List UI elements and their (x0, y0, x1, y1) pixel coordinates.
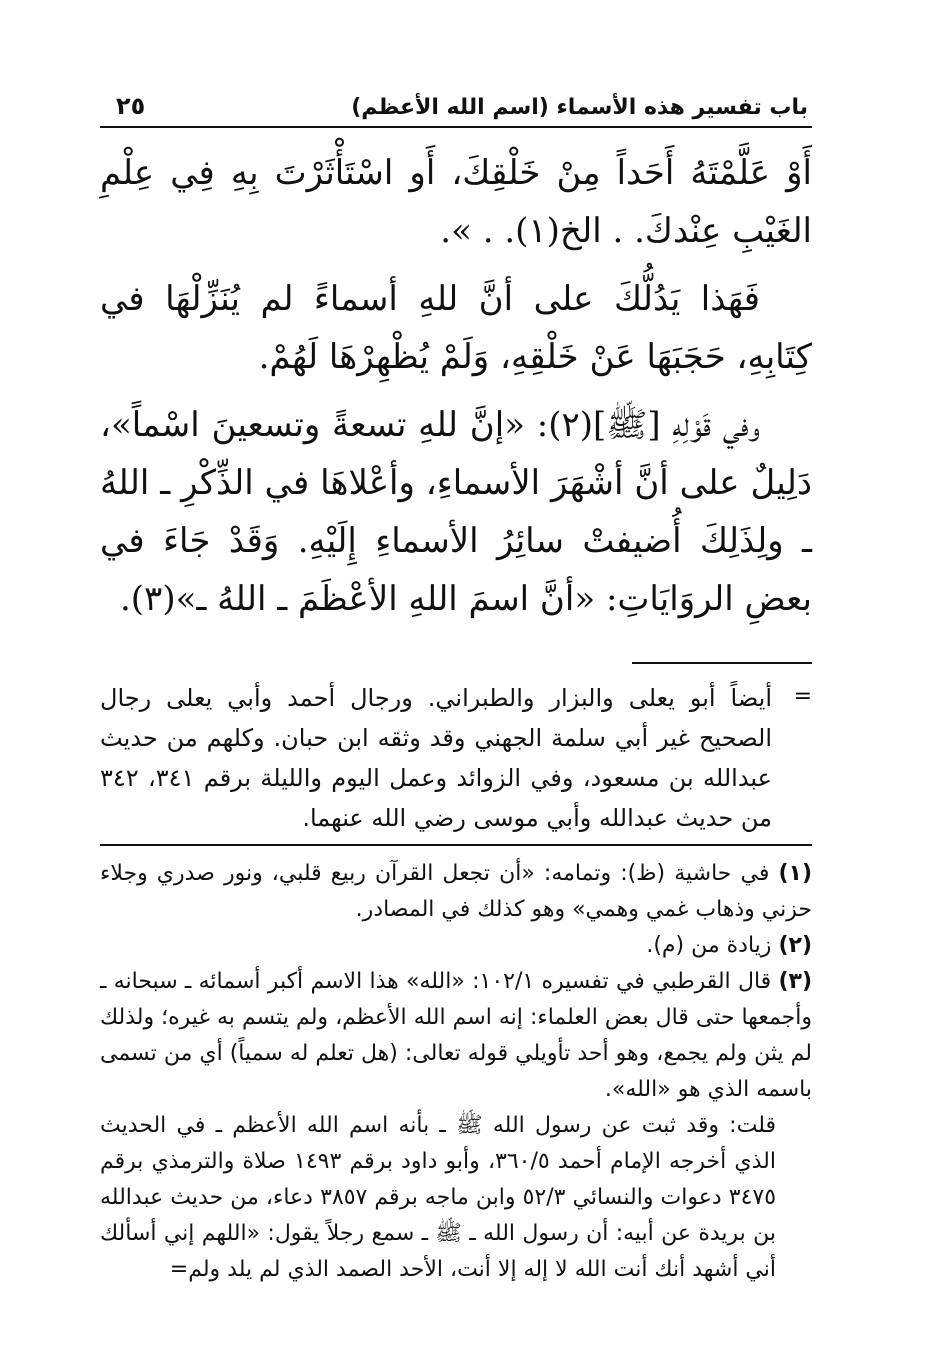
footnote-3 (100, 964, 812, 1108)
footnote-number: (٢) (778, 933, 812, 958)
footnote-text: زيادة من (م). (646, 933, 772, 958)
footnote-3-continuation: قلت: وقد ثبت عن رسول الله ﷺ ـ بأنه اسم الله الأعظم ـ في الحديث الذي أخرجه الإمام أحمد ٣٦٠/٥، وأبو داود برقم ١٤٩٣ صلاة والترمذي برقم ٣٤٧٥ دعوات والنسائي ٥٢/٣ وابن ماجه برقم ٣٨٥٧ دعاء، من حديث عبدالله بن بريدة عن أبيه: أن رسول الله ـ ﷺ ـ سمع رجلاً يقول: «اللهم إني أسألك أني أشهد أنك أنت الله لا إله إلا أنت، الأحد الصمد الذي لم يلد ولم= (100, 1113, 777, 1282)
footnote-continuation (100, 678, 812, 838)
paragraph-1: أَوْ عَلَّمْتَهُ أَحَداً مِنْ خَلْقِكَ، أَو اسْتَأْثَرْتَ بِهِ فِي عِلْمِ الغَيْبِ عِنْدكَ. . الخ(١). . ». (100, 153, 812, 251)
paragraph-2: فَهَذا يَدُلُّكَ على أنَّ للهِ أسماءً لم يُنَزِّلْهَا في كِتَابِهِ، حَجَبَهَا عَنْ خَلْقِهِ، وَلَمْ يُظْهِرْهَا لَهُمْ. (100, 279, 812, 377)
footnote-2 (100, 928, 812, 964)
chapter-title: باب تفسير هذه الأسماء (اسم الله الأعظم) (351, 95, 808, 120)
footnote-divider (100, 844, 812, 846)
book-page (100, 84, 812, 1288)
footnotes (100, 856, 812, 1288)
paragraph-3: وفي قَوْلِهِ [ﷺ](٢): «إنَّ للهِ تسعةً وتسعينَ اسْماً»، دَلِيلٌ على أنَّ أشْهَرَ الأسماءِ، وأعْلاهَا في الذِّكْرِ ـ اللهُ ـ ولِذَلِكَ أُضيفتْ سائِرُ الأسماءِ إِلَيْهِ. وَقَدْ جَاءَ في بعضِ الروَايَاتِ: «أنَّ اسمَ اللهِ الأعْظَمَ ـ اللهُ ـ»(٣). (100, 405, 812, 619)
running-header (100, 84, 812, 128)
footnote-1 (100, 856, 812, 928)
continuation-mark: = (793, 684, 812, 709)
footnote-text: في حاشية (ظ): وتمامه: «أن تجعل القرآن ربيع قلبي، ونور صدري وجلاء حزني وذهاب غمي وهمي» وهو كذلك في المصادر. (100, 861, 812, 922)
footnote-number: (٣) (778, 969, 813, 994)
continuation-text: أيضاً أبو يعلى والبزار والطبراني. ورجال أحمد وأبي يعلى رجال الصحيح غير أبي سلمة الجهني وقد وثقه ابن حبان. وكلهم من حديث عبدالله بن مسعود، وفي الزوائد وعمل اليوم والليلة برقم ٣٤١، ٣٤٢ من حديث عبدالله وأبي موسى رضي الله عنهما. (100, 684, 772, 832)
footnote-separator (632, 662, 812, 664)
main-text (100, 144, 812, 628)
footnote-number: (١) (778, 861, 813, 886)
page-number: ٢٥ (116, 92, 146, 120)
footnote-text: قال القرطبي في تفسيره ١٠٢/١: «الله» هذا الاسم أكبر أسمائه ـ سبحانه ـ وأجمعها حتى قال بعض العلماء: إنه اسم الله الأعظم، ولم يتسم به غيره؛ ولذلك لم يثن ولم يجمع، وهو أحد تأويلي قوله تعالى: (هل تعلم له سمياً) أي من تسمى باسمه الذي هو «الله». (100, 969, 812, 1102)
